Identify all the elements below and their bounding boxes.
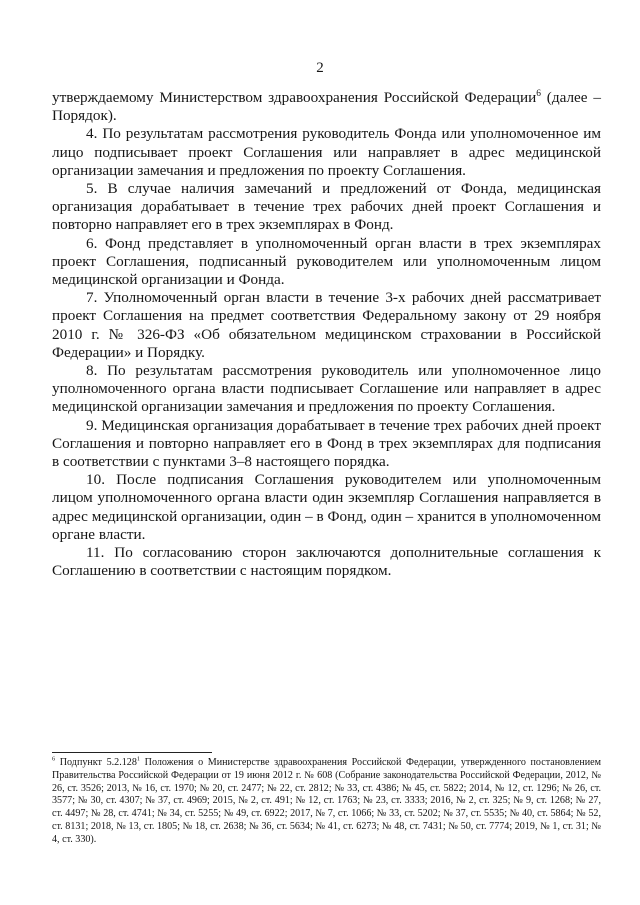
- footnote: [52, 757, 601, 847]
- paragraph-8: 8. По результатам рассмотрения руководитель или уполномоченное лицо уполномоченного органа власти подписывает Соглашение или направляет в адрес медицинской организации замечания и предложения по проекту Соглашения.: [52, 362, 601, 416]
- intro-text: утверждаемому Министерством здравоохранения Российской Федерации: [52, 89, 537, 106]
- footnote-text: [52, 757, 601, 847]
- intro-text-continued: (далее – Порядок).: [52, 89, 601, 125]
- paragraph-4: 4. По результатам рассмотрения руководитель Фонда или уполномоченное им лицо подписывает проект Соглашения или направляет в адрес медицинской организации замечания и предложения по проекту Соглашения.: [52, 125, 601, 179]
- intro-paragraph: [52, 89, 601, 125]
- paragraph-10: 10. После подписания Соглашения руководителем или уполномоченным лицом уполномоченного органа власти один экземпляр Соглашения направляется в адрес медицинской организации, один – в Фонд, один – хранится в уполномоченном органе власти.: [52, 471, 601, 543]
- footnote-text-start: Подпункт 5.2.128: [55, 757, 137, 768]
- page-number: 2: [316, 60, 324, 76]
- document-body: [52, 89, 601, 580]
- footnote-subpoint-superscript: 1: [136, 755, 141, 763]
- paragraph-9: 9. Медицинская организация дорабатывает в течение трех рабочих дней проект Соглашения и повторно направляет его в Фонд в трех экземплярах для подписания в соответствии с пунктами 3–8 настоящего порядка.: [52, 416, 601, 471]
- paragraph-7: 7. Уполномоченный орган власти в течение 3-х рабочих дней рассматривает проект Соглашения на предмет соответствия Федеральному закону от 29 ноября 2010 г. № 326-ФЗ «Об обязательном медицинском страховании в Российской Федерации» и Порядку.: [52, 289, 601, 361]
- paragraph-5: 5. В случае наличия замечаний и предложений от Фонда, медицинская организация дорабатывает в течение трех рабочих дней проект Соглашения и повторно направляет его в трех экземплярах в Фонд.: [52, 180, 601, 234]
- footnote-text-rest: Положения о Министерстве здравоохранения Российской Федерации, утвержденного постановлением Правительства Российской Федерации от 19 июня 2012 г. № 608 (Собрание законодательства Российской Федерации, 2012, № 26, ст. 3526; 2013, № 16, ст. 1970; № 20, ст. 2477; № 22, ст. 2812; № 33, ст. 4386; № 45, ст. 5822; 2014, № 12, ст. 1296; № 26, ст. 3577; № 30, ст. 4307; № 37, ст. 4969; 2015, № 2, ст. 491; № 12, ст. 1763; № 23, ст. 3333; 2016, № 2, ст. 325; № 9, ст. 1268; № 27, ст. 4497; № 28, ст. 4741; № 34, ст. 5255; № 49, ст. 6922; 2017, № 7, ст. 1066; № 33, ст. 5202; № 37, ст. 5535; № 40, ст. 5864; № 52, ст. 8131; 2018, № 13, ст. 1805; № 18, ст. 2638; № 36, ст. 5634; № 41, ст. 6273; № 48, ст. 7431; № 50, ст. 7774; 2019, № 1, ст. 31; № 4, ст. 330).: [52, 757, 601, 845]
- paragraph-11: 11. По согласованию сторон заключаются дополнительные соглашения к Соглашению в соответствии с настоящим порядком.: [52, 544, 601, 580]
- paragraph-6: 6. Фонд представляет в уполномоченный орган власти в трех экземплярах проект Соглашения, подписанный руководителем или уполномоченным лицом медицинской организации и Фонда.: [52, 234, 601, 289]
- footnote-marker: 6: [52, 755, 56, 763]
- footnote-divider: [52, 752, 212, 753]
- footnote-reference: 6: [536, 88, 541, 99]
